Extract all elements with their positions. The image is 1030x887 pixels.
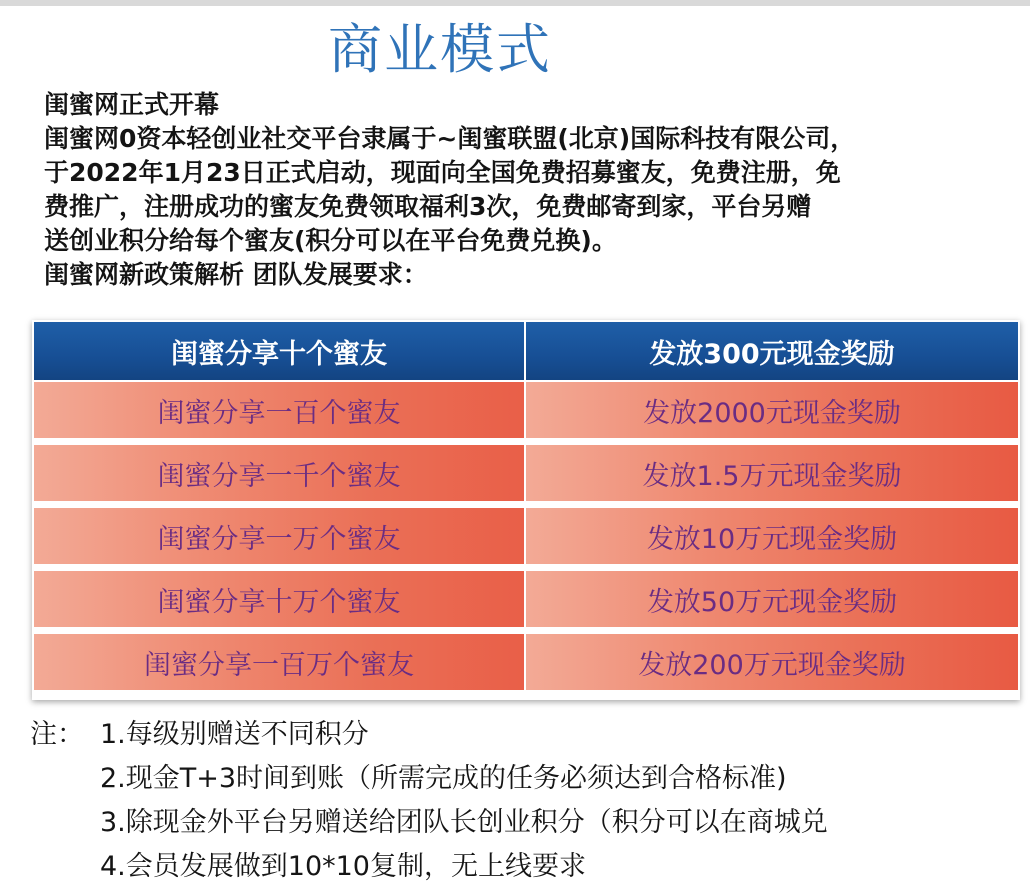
table-cell-share: 闺蜜分享一千个蜜友 bbox=[34, 443, 526, 501]
table-row bbox=[34, 380, 1018, 438]
intro-line-benefits: 费推广，注册成功的蜜友免费领取福利3次，免费邮寄到家，平台另赠 bbox=[44, 192, 812, 221]
note-item: 2.现金T+3时间到账（所需完成的任务必须达到合格标准) bbox=[100, 763, 787, 794]
intro-text bbox=[44, 88, 1004, 292]
table-cell-reward: 发放10万元现金奖励 bbox=[526, 506, 1018, 564]
note-line bbox=[30, 713, 1030, 757]
table-row bbox=[34, 443, 1018, 501]
table-row bbox=[34, 506, 1018, 564]
table-cell-reward: 发放2000元现金奖励 bbox=[526, 380, 1018, 438]
table-header-row bbox=[34, 322, 1018, 380]
note-line bbox=[30, 757, 1030, 801]
note-item: 3.除现金外平台另赠送给团队长创业积分（积分可以在商城兑 bbox=[100, 807, 828, 838]
reward-table bbox=[34, 322, 1018, 698]
header-cell-share: 闺蜜分享十个蜜友 bbox=[34, 322, 526, 380]
note-line bbox=[30, 845, 1030, 887]
note-line bbox=[30, 801, 1030, 845]
table-cell-share: 闺蜜分享一百个蜜友 bbox=[34, 380, 526, 438]
table-cell-share: 闺蜜分享一万个蜜友 bbox=[34, 506, 526, 564]
notes-prefix: 注： bbox=[30, 719, 84, 750]
intro-line-policy: 闺蜜网新政策解析 团队发展要求： bbox=[44, 260, 428, 289]
intro-line-launch: 于2022年1月23日正式启动，现面向全国免费招募蜜友，免费注册，免 bbox=[44, 158, 841, 187]
table-cell-share: 闺蜜分享十万个蜜友 bbox=[34, 569, 526, 627]
top-border bbox=[0, 0, 1030, 6]
header-cell-reward: 发放300元现金奖励 bbox=[526, 322, 1018, 380]
table-cell-share: 闺蜜分享一百万个蜜友 bbox=[34, 632, 526, 690]
table-cell-reward: 发放50万元现金奖励 bbox=[526, 569, 1018, 627]
table-row bbox=[34, 632, 1018, 690]
note-item: 1.每级别赠送不同积分 bbox=[100, 719, 369, 750]
page-title: 商业模式 bbox=[328, 18, 552, 81]
intro-line-company: 闺蜜网0资本轻创业社交平台隶属于~闺蜜联盟(北京)国际科技有限公司， bbox=[44, 124, 856, 153]
table-cell-reward: 发放200万元现金奖励 bbox=[526, 632, 1018, 690]
intro-line-opening: 闺蜜网正式开幕 bbox=[44, 90, 220, 119]
table-row bbox=[34, 569, 1018, 627]
table-cell-reward: 发放1.5万元现金奖励 bbox=[526, 443, 1018, 501]
notes-section bbox=[30, 713, 1030, 887]
intro-line-points: 送创业积分给每个蜜友(积分可以在平台免费兑换)。 bbox=[44, 226, 617, 255]
note-item: 4.会员发展做到10*10复制，无上线要求 bbox=[100, 851, 586, 882]
